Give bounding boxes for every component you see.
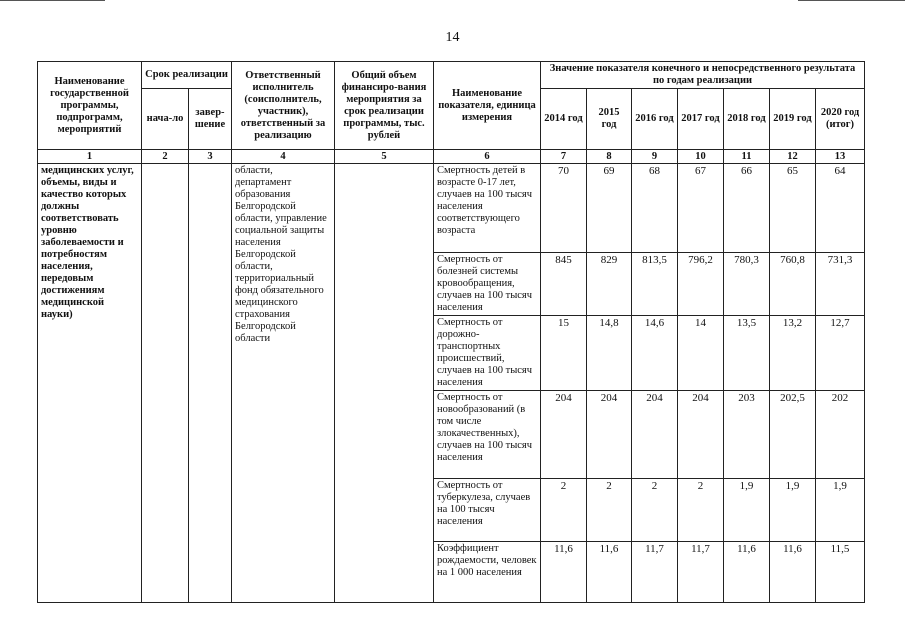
- header-year: 2020 год (итог): [816, 89, 865, 150]
- value-cell: 14: [678, 316, 724, 391]
- value-cell: 11,7: [632, 542, 678, 603]
- value-cell: 64: [816, 164, 865, 253]
- value-cell: 1,9: [724, 479, 770, 542]
- volume-cell: [335, 164, 434, 603]
- indicators-table: [37, 61, 865, 603]
- table-row: [38, 164, 865, 253]
- value-cell: 2: [541, 479, 587, 542]
- value-cell: 760,8: [770, 253, 816, 316]
- value-cell: 202: [816, 391, 865, 479]
- value-cell: 12,7: [816, 316, 865, 391]
- value-cell: 11,6: [541, 542, 587, 603]
- value-cell: 11,6: [587, 542, 632, 603]
- top-rule-right: [798, 0, 905, 1]
- end-cell: [189, 164, 232, 603]
- header-indicator: Наименование показателя, единица измерения: [434, 62, 541, 150]
- header-end: завер-шение: [189, 89, 232, 150]
- value-cell: 204: [541, 391, 587, 479]
- header-year: 2019 год: [770, 89, 816, 150]
- column-number: 3: [189, 150, 232, 164]
- indicator-cell: Коэффициент рождаемости, человек на 1 000 населения: [434, 542, 541, 603]
- value-cell: 202,5: [770, 391, 816, 479]
- responsible-cell: области, департамент образования Белгородской области, управление социальной защиты населения Белгородской области, территориальный фонд обязательного медицинского страхования Белгородской области: [232, 164, 335, 603]
- start-cell: [142, 164, 189, 603]
- value-cell: 204: [632, 391, 678, 479]
- header-year: 2017 год: [678, 89, 724, 150]
- value-cell: 813,5: [632, 253, 678, 316]
- column-number: 11: [724, 150, 770, 164]
- column-number: 8: [587, 150, 632, 164]
- top-rule-left: [0, 0, 105, 1]
- indicator-cell: Смертность от новообразований (в том числе злокачественных), случаев на 100 тысяч населения: [434, 391, 541, 479]
- header-year: 2015 год: [587, 89, 632, 150]
- column-number: 10: [678, 150, 724, 164]
- column-number: 12: [770, 150, 816, 164]
- header-year: 2018 год: [724, 89, 770, 150]
- value-cell: 15: [541, 316, 587, 391]
- value-cell: 829: [587, 253, 632, 316]
- value-cell: 2: [678, 479, 724, 542]
- value-cell: 1,9: [770, 479, 816, 542]
- header-term: Срок реализации: [142, 62, 232, 89]
- value-cell: 203: [724, 391, 770, 479]
- value-cell: 2: [587, 479, 632, 542]
- value-cell: 69: [587, 164, 632, 253]
- value-cell: 1,9: [816, 479, 865, 542]
- value-cell: 68: [632, 164, 678, 253]
- value-cell: 66: [724, 164, 770, 253]
- page-number: 14: [445, 30, 460, 45]
- value-cell: 731,3: [816, 253, 865, 316]
- header-responsible: Ответственный исполнитель (соисполнитель, участник), ответственный за реализацию: [232, 62, 335, 150]
- value-cell: 204: [678, 391, 724, 479]
- value-cell: 67: [678, 164, 724, 253]
- header-values: Значение показателя конечного и непосредственного результата по годам реализации: [541, 62, 865, 89]
- indicator-cell: Смертность от дорожно-транспортных происшествий, случаев на 100 тысяч населения: [434, 316, 541, 391]
- column-number: 4: [232, 150, 335, 164]
- indicator-cell: Смертность от болезней системы кровообращения, случаев на 100 тысяч населения: [434, 253, 541, 316]
- value-cell: 780,3: [724, 253, 770, 316]
- column-number: 9: [632, 150, 678, 164]
- value-cell: 11,7: [678, 542, 724, 603]
- value-cell: 845: [541, 253, 587, 316]
- value-cell: 65: [770, 164, 816, 253]
- value-cell: 13,2: [770, 316, 816, 391]
- value-cell: 14,6: [632, 316, 678, 391]
- column-number: 7: [541, 150, 587, 164]
- value-cell: 11,5: [816, 542, 865, 603]
- value-cell: 14,8: [587, 316, 632, 391]
- program-name-cell: медицинских услуг, объемы, виды и качество которых должны соответствовать уровню заболеваемости и потребностям населения, передовым достижениям медицинской науки): [38, 164, 142, 603]
- indicator-cell: Смертность от туберкулеза, случаев на 100 тысяч населения: [434, 479, 541, 542]
- value-cell: 70: [541, 164, 587, 253]
- header-total-volume: Общий объем финансиро-вания мероприятия за срок реализации программы, тыс. рублей: [335, 62, 434, 150]
- header-program-name: Наименование государственной программы, подпрограмм, мероприятий: [38, 62, 142, 150]
- value-cell: 204: [587, 391, 632, 479]
- header-year: 2016 год: [632, 89, 678, 150]
- value-cell: 796,2: [678, 253, 724, 316]
- header-start: нача-ло: [142, 89, 189, 150]
- value-cell: 11,6: [770, 542, 816, 603]
- header-year: 2014 год: [541, 89, 587, 150]
- value-cell: 2: [632, 479, 678, 542]
- column-number: 1: [38, 150, 142, 164]
- value-cell: 13,5: [724, 316, 770, 391]
- column-number: 6: [434, 150, 541, 164]
- column-number: 13: [816, 150, 865, 164]
- column-number: 2: [142, 150, 189, 164]
- column-number: 5: [335, 150, 434, 164]
- value-cell: 11,6: [724, 542, 770, 603]
- indicator-cell: Смертность детей в возрасте 0-17 лет, случаев на 100 тысяч населения соответствующего возраста: [434, 164, 541, 253]
